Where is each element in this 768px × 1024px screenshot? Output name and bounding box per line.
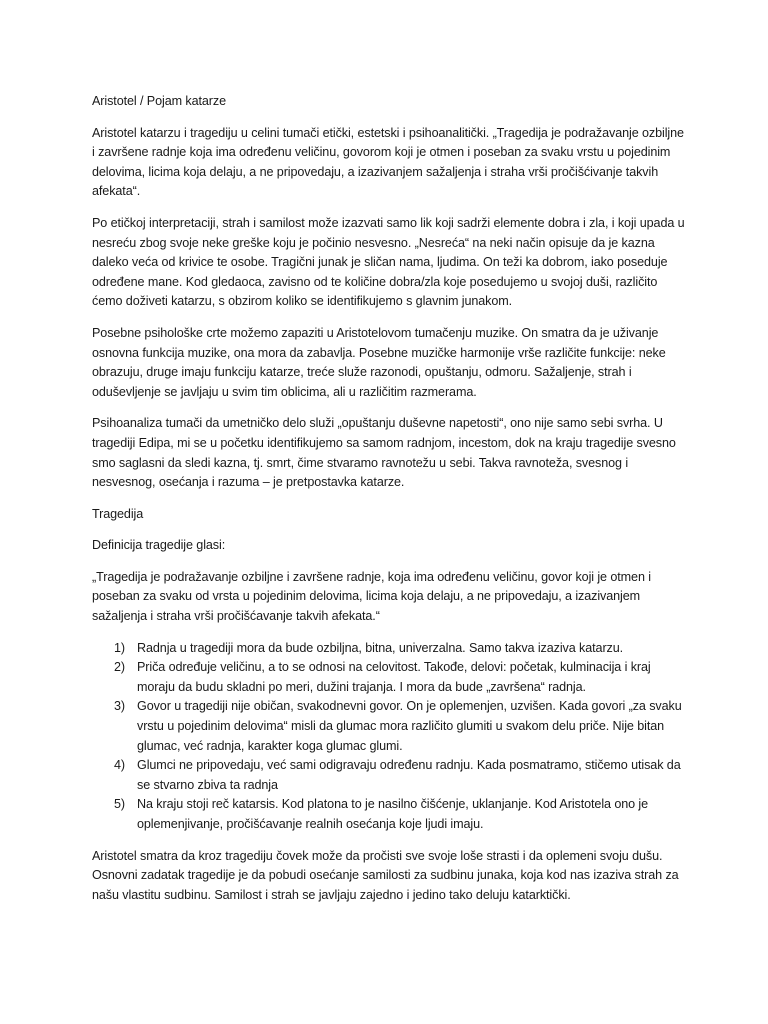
document-title: Aristotel / Pojam katarze — [92, 94, 226, 108]
definition-intro: Definicija tragedije glasi: — [92, 538, 226, 553]
list-item — [92, 697, 686, 756]
list-item — [92, 795, 686, 834]
section-heading: Tragedija — [92, 506, 144, 521]
list-item-text: Govor u tragediji nije običan, svakodnevni govor. On je oplemenjen, uzvišen. Kada govori „za svaku vrstu u pojedinim delovima“ misli da glumac mora različito glumiti u svakom delu priče. Nije bitan glumac, već radnja, karakter koga glumac glumi. — [137, 699, 682, 753]
paragraph-intro: Aristotel katarzu i tragediju u celini tumači etički, estetski i psihoanalitički. „Tragedija je podražavanje ozbiljne i završene radnje koja ima određenu veličinu, govorom koji je otmen i poseban za svaku vrstu u pojedinim delovima, licima koja delaju, a ne pripovedaju, a izazivanjem sažaljenja i straha vrši pročišćivanje takvih afekata“. — [92, 125, 684, 199]
list-item-text: Glumci ne pripovedaju, već sami odigravaju određenu radnju. Kada posmatramo, stičemo utisak da se stvarno zbiva ta radnja — [137, 758, 681, 792]
list-number: 3) — [114, 699, 125, 714]
list-item-text: Priča određuje veličinu, a to se odnosi na celovitost. Takođe, delovi: početak, kulminacija i kraj moraju da budu skladni po meri, dužini trajanja. I mora da bude „završena“ radnja. — [137, 660, 651, 694]
list-item-text: Radnja u tragediji mora da bude ozbiljna, bitna, univerzalna. Samo takva izaziva katarzu. — [137, 640, 624, 655]
numbered-list — [92, 639, 686, 835]
list-number: 4) — [114, 758, 125, 773]
list-number: 1) — [114, 640, 125, 655]
list-item — [92, 756, 686, 795]
paragraph-ethical: Po etičkoj interpretaciji, strah i samilost može izazvati samo lik koji sadrži elemente dobra i zla, i koji upada u nesreću zbog svoje neke greške koju je počinio nesvesno. „Nesreća“ na neki način opisuje da je kazna daleko veća od krivice te osobe. Tragični junak je sličan nama, ljudima. On teži ka dobrom, iako poseduje određene mane. Kod gledaoca, zavisno od te količine dobra/zla koje posedujemo u svojoj duši, različito ćemo doživeti katarzu, s obzirom koliko se identifikujemo s glavnim junakom. — [92, 215, 685, 309]
list-number: 2) — [114, 660, 125, 675]
list-number: 5) — [114, 797, 125, 812]
paragraph-closing: Aristotel smatra da kroz tragediju čovek može da pročisti sve svoje loše strasti i da oplemeni svoju dušu. Osnovni zadatak tragedije je da pobudi osećanje samilosti za sudbinu junaka, koja kod nas izaziva strah za našu vlastitu sudbinu. Samilost i strah se javljaju zajedno i jedino tako deluju katarktički. — [92, 848, 679, 902]
paragraph-music: Posebne psihološke crte možemo zapaziti u Aristotelovom tumačenju muzike. On smatra da je uživanje osnovna funkcija muzike, ona mora da zabavlja. Posebne muzičke harmonije vrše različite funkcije: neke obrazuju, druge imaju funkciju katarze, treće služe razonodi, opuštanju, odmoru. Sažaljenje, strah i oduševljenje se javljaju u svim tim oblicima, ali u različitim razmerama. — [92, 325, 666, 399]
list-item-text: Na kraju stoji reč katarsis. Kod platona to je nasilno čišćenje, uklanjanje. Kod Aristotela ono je oplemenjivanje, pročišćavanje realnih osećanja koje ljudi imaju. — [137, 797, 649, 831]
list-item — [92, 658, 686, 697]
definition-quote: „Tragedija je podražavanje ozbiljne i završene radnje, koja ima određenu veličinu, govor koji je otmen i poseban za svaku od vrsta u pojedinim delovima, licima koja delaju, a ne pripovedaju, a izazivanjem sažaljenja i straha vrši pročišćavanje takvih afekata.“ — [92, 569, 651, 624]
list-item — [92, 639, 686, 659]
paragraph-psychoanalysis: Psihoanaliza tumači da umetničko delo služi „opuštanju duševne napetosti“, ono nije samo sebi svrha. U tragediji Edipa, mi se u početku identifikujemo sa samom radnjom, incestom, dok na kraju tragedije svesno smo saglasni da sledi kazna, tj. smrt, čime stvaramo ravnotežu u sebi. Takva ravnoteža, svesnog i nesvesnog, osećanja i razuma – je pretpostavka katarze. — [92, 416, 676, 490]
